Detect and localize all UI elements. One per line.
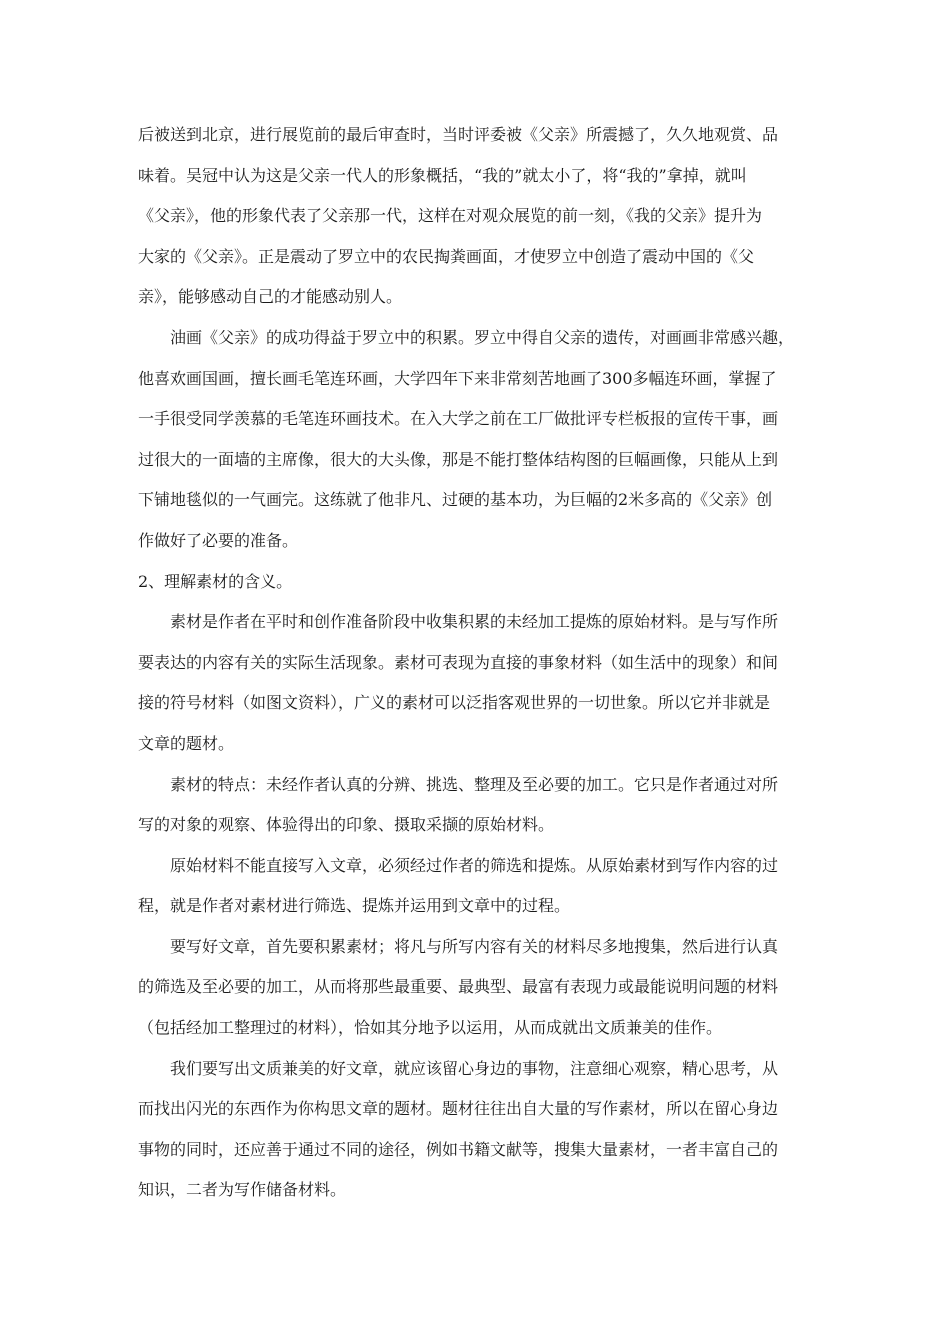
text-line: 写的对象的观察、体验得出的印象、摄取采撷的原始材料。 bbox=[138, 815, 555, 835]
text-line: 我们要写出文质兼美的好文章，就应该留心身边的事物，注意细心观察，精心思考，从 bbox=[170, 1058, 779, 1078]
text-line: 2、理解素材的含义。 bbox=[138, 571, 293, 591]
text-line: 要写好文章，首先要积累素材；将凡与所写内容有关的材料尽多地搜集，然后进行认真 bbox=[170, 936, 779, 956]
text-line: 素材的特点：未经作者认真的分辨、挑选、整理及至必要的加工。它只是作者通过对所 bbox=[170, 774, 779, 794]
text-line: 知识，二者为写作储备材料。 bbox=[138, 1180, 347, 1200]
text-line: 的筛选及至必要的加工，从而将那些最重要、最典型、最富有表现力或最能说明问题的材料 bbox=[138, 977, 779, 997]
text-line: 大家的《父亲》。正是震动了罗立中的农民掏粪画面，才使罗立中创造了震动中国的《父 bbox=[138, 246, 755, 266]
text-line: 作做好了必要的准备。 bbox=[138, 530, 299, 550]
text-line: 原始材料不能直接写入文章，必须经过作者的筛选和提炼。从原始素材到写作内容的过 bbox=[170, 855, 779, 875]
text-line: 程，就是作者对素材进行筛选、提炼并运用到文章中的过程。 bbox=[138, 896, 571, 916]
text-line: 过很大的一面墙的主席像，很大的大头像，那是不能打整体结构图的巨幅画像，只能从上到 bbox=[138, 449, 779, 469]
text-line: 文章的题材。 bbox=[138, 733, 235, 753]
text-line: 下铺地毯似的一气画完。这练就了他非凡、过硬的基本功，为巨幅的2米多高的《父亲》创 bbox=[138, 490, 773, 510]
text-line: 要表达的内容有关的实际生活现象。素材可表现为直接的事象材料（如生活中的现象）和间 bbox=[138, 652, 779, 672]
text-line: 味着。吴冠中认为这是父亲一代人的形象概括，“我的”就太小了，将“我的”拿掉，就叫 bbox=[138, 165, 747, 185]
text-line: 素材是作者在平时和创作准备阶段中收集积累的未经加工提炼的原始材料。是与写作所 bbox=[170, 612, 779, 632]
text-line: 接的符号材料（如图文资料），广义的素材可以泛指客观世界的一切世象。所以它并非就是 bbox=[138, 693, 771, 713]
text-line: 一手很受同学羡慕的毛笔连环画技术。在入大学之前在工厂做批评专栏板报的宣传干事，画 bbox=[138, 409, 779, 429]
document-body bbox=[138, 115, 814, 1211]
text-line: 油画《父亲》的成功得益于罗立中的积累。罗立中得自父亲的遗传，对画画非常感兴趣， bbox=[170, 327, 795, 347]
text-line: 事物的同时，还应善于通过不同的途径，例如书籍文献等，搜集大量素材，一者丰富自己的 bbox=[138, 1139, 779, 1159]
text-line: 《父亲》，他的形象代表了父亲那一代，这样在对观众展览的前一刻，《我的父亲》提升为 bbox=[138, 206, 763, 226]
text-line: 后被送到北京，进行展览前的最后审查时，当时评委被《父亲》所震撼了，久久地观赏、品 bbox=[138, 125, 779, 144]
text-line: 他喜欢画国画，擅长画毛笔连环画，大学四年下来非常刻苦地画了300多幅连环画，掌握了 bbox=[138, 368, 777, 388]
text-line: 而找出闪光的东西作为你构思文章的题材。题材往往出自大量的写作素材，所以在留心身边 bbox=[138, 1099, 779, 1119]
text-line: 亲》，能够感动自己的才能感动别人。 bbox=[138, 287, 403, 307]
text-line: （包括经加工整理过的材料），恰如其分地予以运用，从而成就出文质兼美的佳作。 bbox=[138, 1018, 723, 1038]
